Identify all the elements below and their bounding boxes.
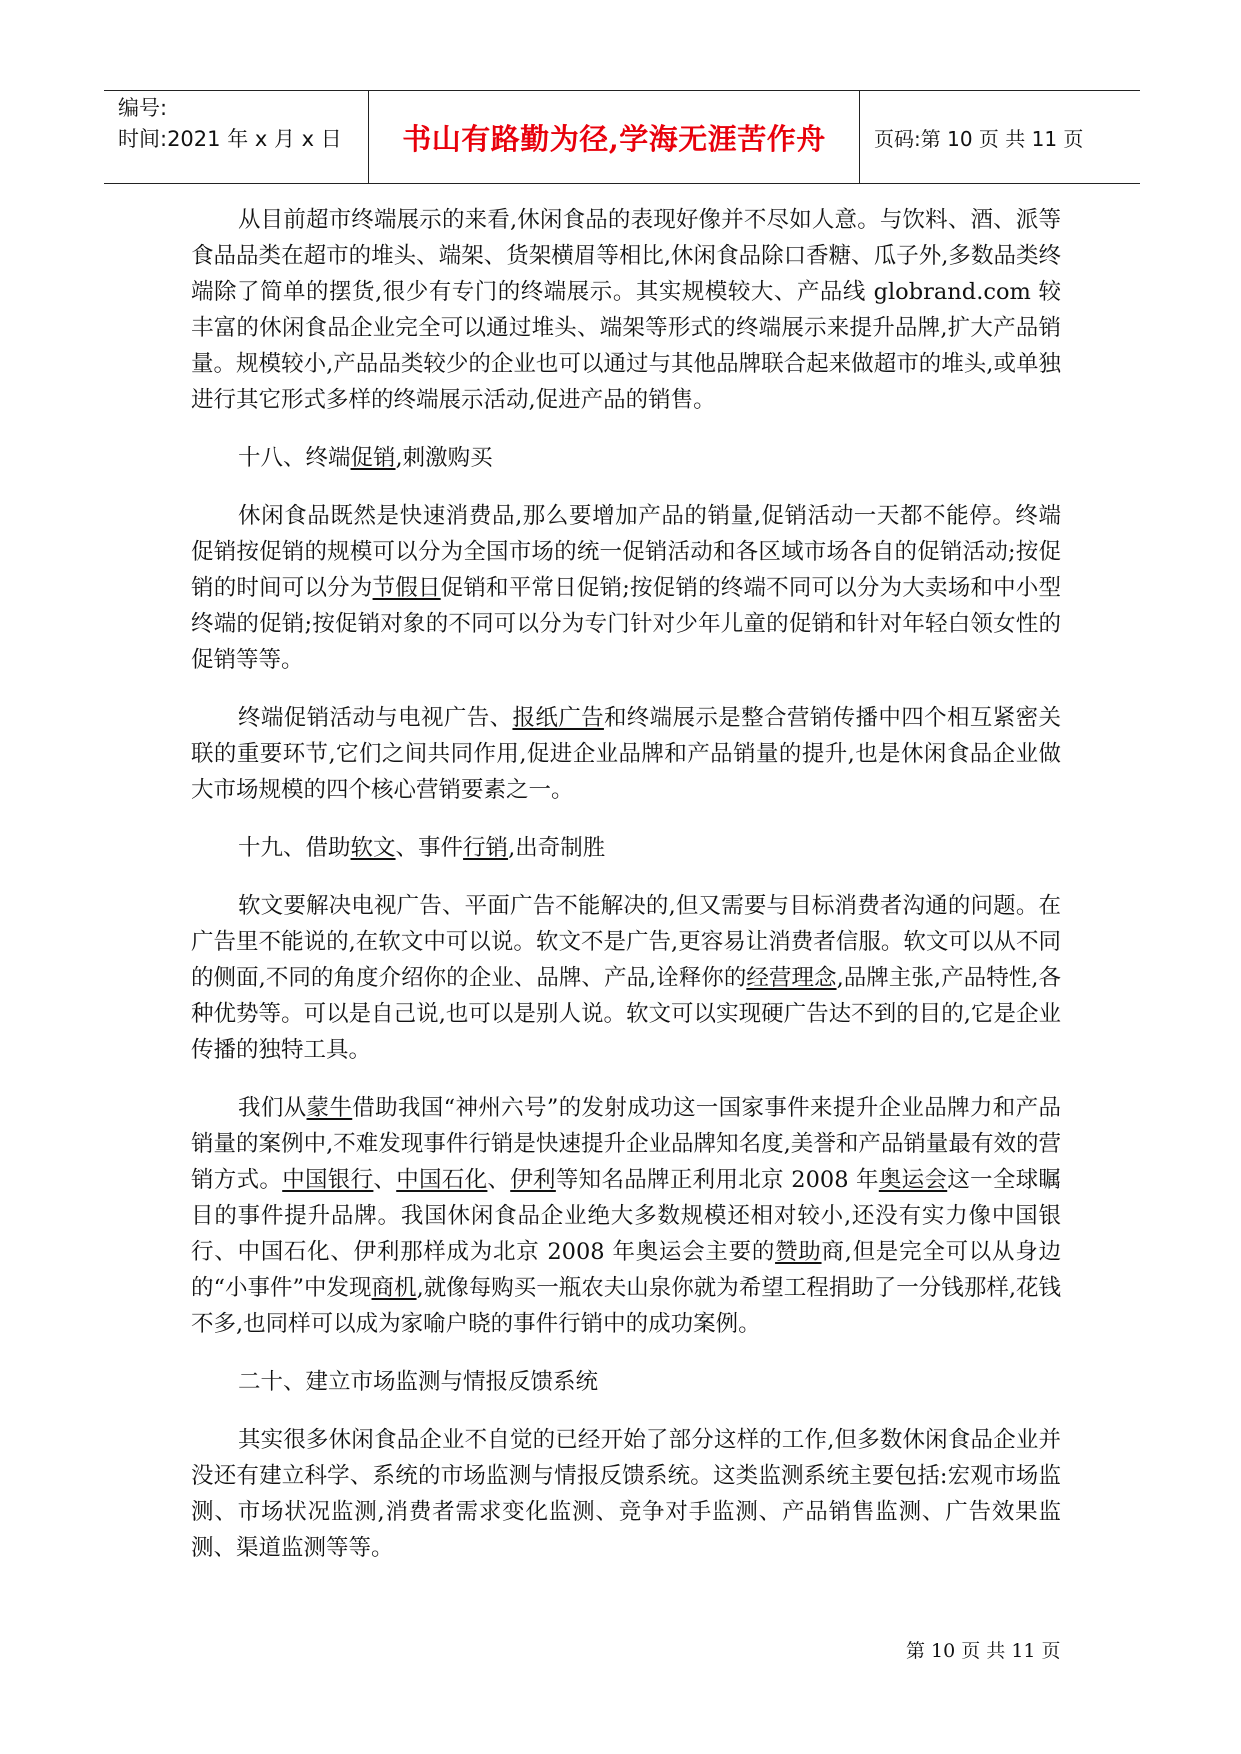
document-number-label: 编号: (118, 96, 168, 120)
header-meta (104, 91, 369, 183)
link-newspaper-ads[interactable]: 报纸广告 (512, 705, 604, 731)
paragraph-text: 软文要解决电视广告、平面广告不能解决的,但又需要与目标消费者沟通的问题。在广告里不能说的,在软文中可以说。软文不是广告,更容易让消费者信服。软文可以从不同的侧面,不同的角度介绍你的企业、品牌、产品,诠释你的 (191, 893, 1061, 991)
heading-text: ,出奇制胜 (508, 835, 606, 861)
document-time-label: 时间:2021 年 x 月 x 日 (118, 127, 342, 151)
header-page-info: 页码:第 10 页 共 11 页 (874, 126, 1084, 151)
link-yili[interactable]: 伊利 (510, 1167, 556, 1193)
paragraph-text: ,就像每购买一瓶农夫山泉你就为希望工程捐助了一分钱那样,花钱不多,也同样可以成为家喻户晓的事件行销中的成功案例。 (191, 1275, 1061, 1337)
paragraph-event-marketing (191, 1090, 1061, 1342)
paragraph-text: 终端促销活动与电视广告、 (238, 705, 513, 731)
heading-text: 、事件 (395, 835, 464, 861)
link-sinopec[interactable]: 中国石化 (396, 1167, 488, 1193)
link-promotion[interactable]: 促销 (350, 445, 396, 471)
link-marketing[interactable]: 行销 (463, 835, 509, 861)
heading-text: ,刺激购买 (395, 445, 493, 471)
paragraph-text: 和终端展示是整合营销传播中四个相互紧密关联的重要环节,它们之间共同作用,促进企业品牌和产品销量的提升,也是休闲食品企业做大市场规模的四个核心营销要素之一。 (191, 705, 1061, 803)
header-motto: 书山有路勤为径,学海无涯苦作舟 (369, 91, 860, 183)
paragraph-text: 休闲食品既然是快速消费品,那么要增加产品的销量,促销活动一天都不能停。终端促销按促销的规模可以分为全国市场的统一促销活动和各区域市场各自的促销活动;按促销的时间可以分为 (191, 503, 1061, 601)
paragraph-terminal-display: 从目前超市终端展示的来看,休闲食品的表现好像并不尽如人意。与饮料、酒、派等食品品类在超市的堆头、端架、货架横眉等相比,休闲食品除口香糖、瓜子外,多数品类终端除了简单的摆货,很少有专门的终端展示。其实规模较大、产品线 globrand.com 较丰富的休闲食品企业完全可以通过堆头、端架等形式的终端展示来提升品牌,扩大产品销量。规模较小,产品品类较少的企业也可以通过与其他品牌联合起来做超市的堆头,或单独进行其它形式多样的终端展示活动,促进产品的销售。 (191, 207, 1061, 413)
paragraph-text: 这一全球瞩目的事件提升品牌。我国休闲食品企业绝大多数规模还相对较小,还没有实力像中国银行、中国石化、伊利那样成为北京 2008 年奥运会主要的 (191, 1167, 1061, 1265)
paragraph-text: 、 (373, 1167, 397, 1193)
link-holiday[interactable]: 节假日 (372, 575, 441, 601)
page-header (104, 90, 1140, 184)
link-business-opportunity[interactable]: 商机 (371, 1275, 417, 1301)
section-heading-18 (191, 440, 1061, 476)
link-bank-of-china[interactable]: 中国银行 (282, 1167, 374, 1193)
paragraph-soft-article (191, 888, 1061, 1068)
paragraph-integrated-marketing (191, 700, 1061, 808)
paragraph-terminal-promotion (191, 498, 1061, 678)
link-sponsor[interactable]: 赞助 (775, 1239, 822, 1265)
heading-text: 十九、借助 (238, 835, 351, 861)
heading-text: 十八、终端 (238, 445, 351, 471)
paragraph-text: ,品牌主张,产品特性,各种优势等。可以是自己说,也可以是别人说。软文可以实现硬广告达不到的目的,它是企业传播的独特工具。 (191, 965, 1061, 1063)
link-olympics[interactable]: 奥运会 (878, 1167, 948, 1193)
page-footer: 第 10 页 共 11 页 (906, 1640, 1061, 1662)
link-soft-article[interactable]: 软文 (350, 835, 396, 861)
section-heading-20: 二十、建立市场监测与情报反馈系统 (238, 1369, 599, 1395)
section-heading-19 (191, 830, 1061, 866)
paragraph-text: 、 (487, 1167, 511, 1193)
paragraph-text: 我们从 (238, 1095, 307, 1121)
paragraph-text: 促销和平常日促销;按促销的终端不同可以分为大卖场和中小型终端的促销;按促销对象的不同可以分为专门针对少年儿童的促销和针对年轻白领女性的促销等等。 (191, 575, 1061, 673)
link-business-philosophy[interactable]: 经营理念 (746, 965, 837, 991)
paragraph-text: 商,但是完全可以从身边的“小事件”中发现 (191, 1239, 1061, 1301)
link-mengniu[interactable]: 蒙牛 (306, 1095, 353, 1121)
document-body (191, 202, 1061, 1588)
paragraph-text: 借助我国“神州六号”的发射成功这一国家事件来提升企业品牌力和产品销量的案例中,不难发现事件行销是快速提升企业品牌知名度,美誉和产品销量最有效的营销方式。 (191, 1095, 1061, 1193)
paragraph-text: 等知名品牌正利用北京 2008 年 (555, 1167, 879, 1193)
paragraph-market-monitoring: 其实很多休闲食品企业不自觉的已经开始了部分这样的工作,但多数休闲食品企业并没还有建立科学、系统的市场监测与情报反馈系统。这类监测系统主要包括:宏观市场监测、市场状况监测,消费者需求变化监测、竞争对手监测、产品销售监测、广告效果监测、渠道监测等等。 (191, 1427, 1061, 1561)
